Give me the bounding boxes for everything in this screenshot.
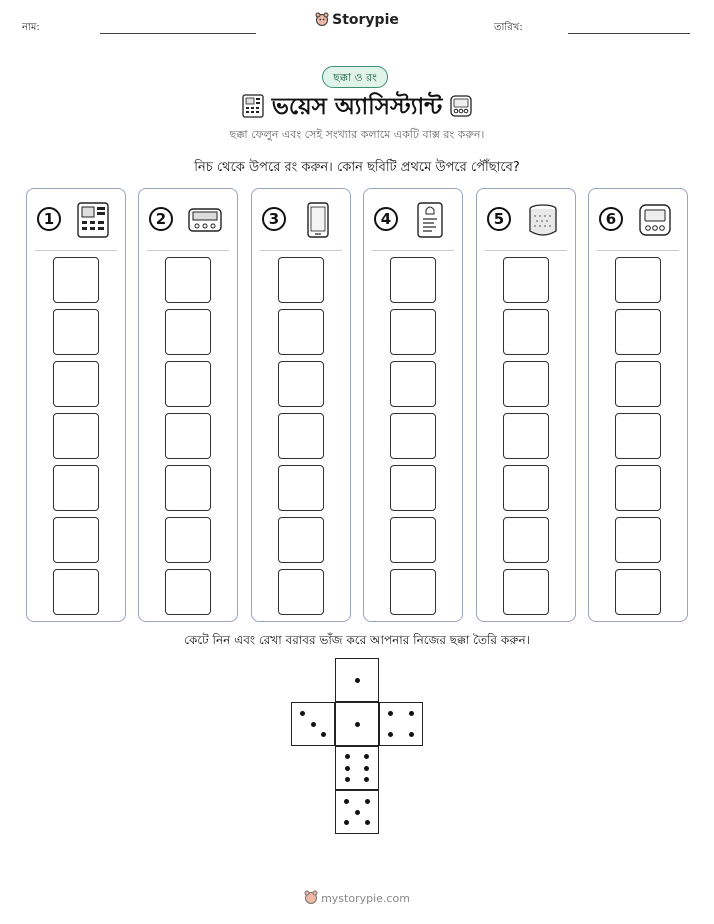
page-title: ভয়েস অ্যাসিস্ট্যান্ট: [271, 94, 443, 120]
column-number: 3: [262, 207, 286, 231]
color-box[interactable]: [615, 517, 661, 563]
dice-pip: [355, 678, 360, 683]
color-box[interactable]: [615, 465, 661, 511]
column-divider: [260, 250, 342, 251]
color-box[interactable]: [278, 569, 324, 615]
column-divider: [147, 250, 229, 251]
color-box[interactable]: [165, 517, 211, 563]
column-6: [588, 188, 688, 622]
color-box[interactable]: [165, 309, 211, 355]
column-1: [26, 188, 126, 622]
column-number: 5: [487, 207, 511, 231]
footer-url[interactable]: mystorypie.com: [321, 892, 410, 905]
name-label: নাম:: [22, 22, 40, 33]
color-box[interactable]: [53, 465, 99, 511]
color-box[interactable]: [390, 413, 436, 459]
dice-pip: [365, 820, 370, 825]
dice-pip: [409, 711, 414, 716]
color-box[interactable]: [278, 257, 324, 303]
dice-face-1: [335, 702, 379, 746]
column-number: 4: [374, 207, 398, 231]
column-divider: [597, 250, 679, 251]
column-4: [363, 188, 463, 622]
column-divider: [35, 250, 117, 251]
color-box[interactable]: [278, 465, 324, 511]
color-box[interactable]: [615, 413, 661, 459]
footer: [0, 890, 714, 905]
dice-pip: [311, 722, 316, 727]
dice-face-1: [335, 658, 379, 702]
column-number: 6: [599, 207, 623, 231]
color-box[interactable]: [53, 309, 99, 355]
color-box[interactable]: [503, 257, 549, 303]
color-box[interactable]: [165, 257, 211, 303]
color-box[interactable]: [390, 517, 436, 563]
color-box[interactable]: [503, 569, 549, 615]
dice-pip: [409, 732, 414, 737]
brand: [0, 12, 714, 28]
color-box[interactable]: [615, 309, 661, 355]
color-box[interactable]: [53, 413, 99, 459]
radio-device-icon: [187, 201, 223, 239]
name-line[interactable]: [100, 33, 256, 34]
smart-panel-icon: [242, 94, 264, 118]
dice-pip: [345, 754, 350, 759]
display-device-icon: [450, 94, 472, 118]
color-box[interactable]: [615, 569, 661, 615]
cut-instruction: কেটে নিন এবং রেখা বরাবর ভাঁজ করে আপনার নিজের ছক্কা তৈরি করুন।: [184, 633, 530, 647]
column-5: [476, 188, 576, 622]
color-box[interactable]: [165, 361, 211, 407]
color-box[interactable]: [390, 309, 436, 355]
dice-pip: [364, 754, 369, 759]
dice-pip: [365, 799, 370, 804]
column-2: [138, 188, 238, 622]
dice-pip: [364, 777, 369, 782]
color-box[interactable]: [390, 361, 436, 407]
dice-pip: [321, 732, 326, 737]
column-number: 1: [37, 207, 61, 231]
color-box[interactable]: [53, 517, 99, 563]
dice-face-6: [335, 746, 379, 790]
color-box[interactable]: [615, 361, 661, 407]
dice-pip: [388, 711, 393, 716]
dice-face-3: [291, 702, 335, 746]
dice-pip: [300, 711, 305, 716]
color-box[interactable]: [53, 569, 99, 615]
smart-panel-icon: [75, 201, 111, 239]
dice-pip: [364, 766, 369, 771]
color-box[interactable]: [278, 361, 324, 407]
storypie-logo-icon: [315, 12, 329, 26]
category-tag: ছক্কা ও রং: [322, 66, 388, 88]
subtitle: ছক্কা ফেলুন এবং সেই সংখ্যার কলামে একটি বাক্স রং করুন।: [229, 128, 485, 141]
smartphone-icon: [300, 201, 336, 239]
dice-pip: [344, 820, 349, 825]
dice-face-4: [379, 702, 423, 746]
smart-speaker-icon: [525, 201, 561, 239]
column-number: 2: [149, 207, 173, 231]
color-box[interactable]: [503, 517, 549, 563]
color-box[interactable]: [503, 413, 549, 459]
color-box[interactable]: [165, 569, 211, 615]
column-divider: [372, 250, 454, 251]
color-box[interactable]: [165, 413, 211, 459]
date-line[interactable]: [568, 33, 690, 34]
dice-pip: [344, 799, 349, 804]
color-box[interactable]: [503, 361, 549, 407]
color-box[interactable]: [503, 465, 549, 511]
storypie-logo-icon: [304, 890, 318, 904]
color-box[interactable]: [390, 569, 436, 615]
color-box[interactable]: [165, 465, 211, 511]
color-box[interactable]: [278, 413, 324, 459]
date-label: তারিখ:: [494, 22, 523, 33]
dice-pip: [345, 766, 350, 771]
color-box[interactable]: [503, 309, 549, 355]
recipe-tablet-icon: [412, 201, 448, 239]
color-box[interactable]: [53, 361, 99, 407]
page-title-row: [0, 88, 714, 127]
color-box[interactable]: [390, 257, 436, 303]
dice-pip: [355, 722, 360, 727]
dice-pip: [345, 777, 350, 782]
display-device-icon: [637, 201, 673, 239]
color-box[interactable]: [390, 465, 436, 511]
instruction: নিচ থেকে উপরে রং করুন। কোন ছবিটি প্রথমে উপরে পৌঁছাবে?: [194, 160, 520, 175]
column-3: [251, 188, 351, 622]
brand-name: Storypie: [332, 12, 399, 28]
dice-pip: [355, 810, 360, 815]
dice-face-5: [335, 790, 379, 834]
color-box[interactable]: [278, 517, 324, 563]
color-box[interactable]: [615, 257, 661, 303]
color-box[interactable]: [53, 257, 99, 303]
column-divider: [485, 250, 567, 251]
dice-pip: [388, 732, 393, 737]
color-box[interactable]: [278, 309, 324, 355]
